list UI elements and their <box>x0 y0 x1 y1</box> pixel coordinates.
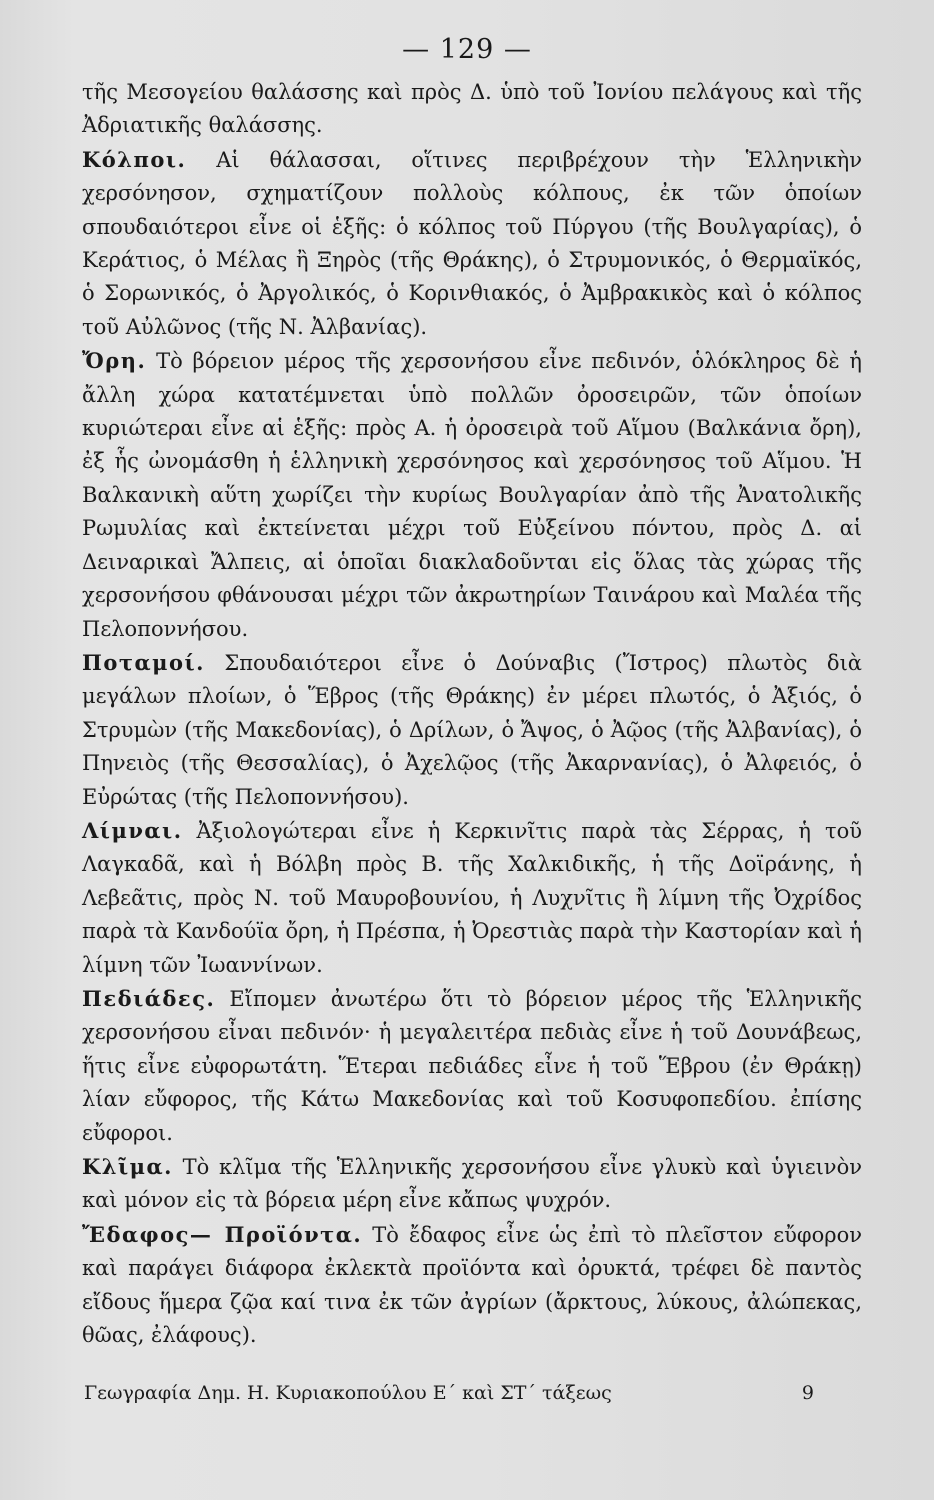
paragraph-rivers <box>82 646 862 814</box>
page-number: — 129 — <box>402 34 532 65</box>
printer-signature: 9 <box>801 1382 814 1404</box>
paragraph-soil-products <box>82 1218 862 1353</box>
section-heading: Ποταμοί. <box>82 649 205 675</box>
body-text <box>82 76 862 1352</box>
paragraph-lakes <box>82 814 862 982</box>
section-heading: Πεδιάδες. <box>82 985 216 1011</box>
page-footer <box>84 1382 814 1404</box>
paragraph-text: Αἱ θάλασσαι, οἵτινες περιβρέχουν τὴν Ἑλληνικὴν χερσόνησον, σχηματίζουν πολλοὺς κόλπους, ἐκ τῶν ὁποίων σπουδαιότεροι εἶνε οἱ ἑξῆς: ὁ κόλπος τοῦ Πύργου (τῆς Βουλγαρίας), ὁ Κεράτιος, ὁ Μέλας ἢ Ξηρὸς (τῆς Θράκης), ὁ Στρυμονικός, ὁ Θερμαϊκός, ὁ Σορωνικός, ὁ Ἀργολικός, ὁ Κορινθιακός, ὁ Ἀμβρακικὸς καὶ ὁ κόλπος τοῦ Αὐλῶνος (τῆς Ν. Ἀλβανίας). <box>82 147 862 339</box>
section-heading: Ἔδαφος— Προϊόντα. <box>82 1221 363 1247</box>
section-heading: Ὄρη. <box>82 348 147 374</box>
section-heading: Κόλποι. <box>82 146 187 172</box>
paragraph-text: Τὸ βόρειον μέρος τῆς χερσονήσου εἶνε πεδινόν, ὁλόκληρος δὲ ἡ ἄλλη χώρα κατατέμνεται ὑπὸ πολλῶν ὀροσειρῶν, τῶν ὁποίων κυριώτεραι εἶνε αἱ ἑξῆς: πρὸς Α. ἡ ὀροσειρὰ τοῦ Αἵμου (Βαλκάνια ὄρη), ἐξ ἧς ὠνομάσθη ἡ ἑλληνικὴ χερσόνησος καὶ χερσόνησος τοῦ Αἵμου. Ἡ Βαλκανικὴ αὕτη χωρίζει τὴν κυρίως Βουλγαρίαν ἀπὸ τῆς Ἀνατολικῆς Ρωμυλίας καὶ ἐκτείνεται μέχρι τοῦ Εὐξείνου πόντου, πρὸς Δ. αἱ Δειναρικαὶ Ἄλπεις, αἱ ὁποῖαι διακλαδοῦνται εἰς ὅλας τὰς χώρας τῆς χερσονήσου φθάνουσαι μέχρι τῶν ἀκρωτηρίων Ταινάρου καὶ Μαλέα τῆς Πελοποννήσου. <box>82 349 862 641</box>
paragraph-text: Ἀξιολογώτεραι εἶνε ἡ Κερκινῖτις παρὰ τὰς Σέρρας, ἡ τοῦ Λαγκαδᾶ, καὶ ἡ Βόλβη πρὸς Β. τῆς Χαλκιδικῆς, ἡ τῆς Δοϊράνης, ἡ Λεβεᾶτις, πρὸς Ν. τοῦ Μαυροβουνίου, ἡ Λυχνῖτις ἢ λίμνη τῆς Ὀχρίδος παρὰ τὰ Κανδούϊα ὄρη, ἡ Πρέσπα, ἡ Ὀρεστιὰς παρὰ τὴν Καστορίαν καὶ ἡ λίμνη τῶν Ἰωαννίνων. <box>82 818 862 977</box>
paragraph-text: Εἴπομεν ἀνωτέρω ὅτι τὸ βόρειον μέρος τῆς Ἑλληνικῆς χερσονήσου εἶναι πεδινόν· ἡ μεγαλειτέρα πεδιὰς εἶνε ἡ τοῦ Δουνάβεως, ἥτις εἶνε εὐφορωτάτη. Ἕτεραι πεδιάδες εἶνε ἡ τοῦ Ἕβρου (ἐν Θράκῃ) λίαν εὔφορος, τῆς Κάτω Μακεδονίας καὶ τοῦ Κοσυφοπεδίου. ἐπίσης εὔφοροι. <box>82 986 862 1145</box>
paragraph-text: τῆς Μεσογείου θαλάσσης καὶ πρὸς Δ. ὑπὸ τοῦ Ἰονίου πελάγους καὶ τῆς Ἀδριατικῆς θαλάσσης. <box>82 80 862 138</box>
paragraph-plains <box>82 982 862 1150</box>
paragraph-text: Τὸ κλῖμα τῆς Ἑλληνικῆς χερσονήσου εἶνε γλυκὺ καὶ ὑγιεινὸν καὶ μόνον εἰς τὰ βόρεια μέρη εἶνε κἄπως ψυχρόν. <box>82 1155 862 1213</box>
paragraph-mountains <box>82 344 862 646</box>
section-heading: Λίμναι. <box>82 817 183 843</box>
paragraph-climate <box>82 1150 862 1218</box>
paragraph-gulfs <box>82 143 862 344</box>
footer-book-title: Γεωγραφία Δημ. Η. Κυριακοπούλου Ε΄ καὶ ΣΤ΄ τάξεως <box>84 1382 612 1404</box>
paragraph-text: Τὸ ἔδαφος εἶνε ὡς ἐπὶ τὸ πλεῖστον εὔφορον καὶ παράγει διάφορα ἐκλεκτὰ προϊόντα καὶ ὀρυκτά, τρέφει δὲ παντὸς εἴδους ἥμερα ζῷα καί τινα ἐκ τῶν ἀγρίων (ἄρκτους, λύκους, ἀλώπεκας, θῶας, ἐλάφους). <box>82 1222 862 1348</box>
paragraph-text: Σπουδαιότεροι εἶνε ὁ Δούναβις (Ἴστρος) πλωτὸς διὰ μεγάλων πλοίων, ὁ Ἕβρος (τῆς Θράκης) ἐν μέρει πλωτός, ὁ Ἀξιός, ὁ Στρυμὼν (τῆς Μακεδονίας), ὁ Δρίλων, ὁ Ἄψος, ὁ Ἀῷος (τῆς Ἀλβανίας), ὁ Πηνειὸς (τῆς Θεσσαλίας), ὁ Ἀχελῷος (τῆς Ἀκαρνανίας), ὁ Ἀλφειός, ὁ Εὐρώτας (τῆς Πελοποννήσου). <box>82 650 862 809</box>
section-heading: Κλῖμα. <box>82 1154 173 1179</box>
paragraph-intro <box>82 76 862 143</box>
